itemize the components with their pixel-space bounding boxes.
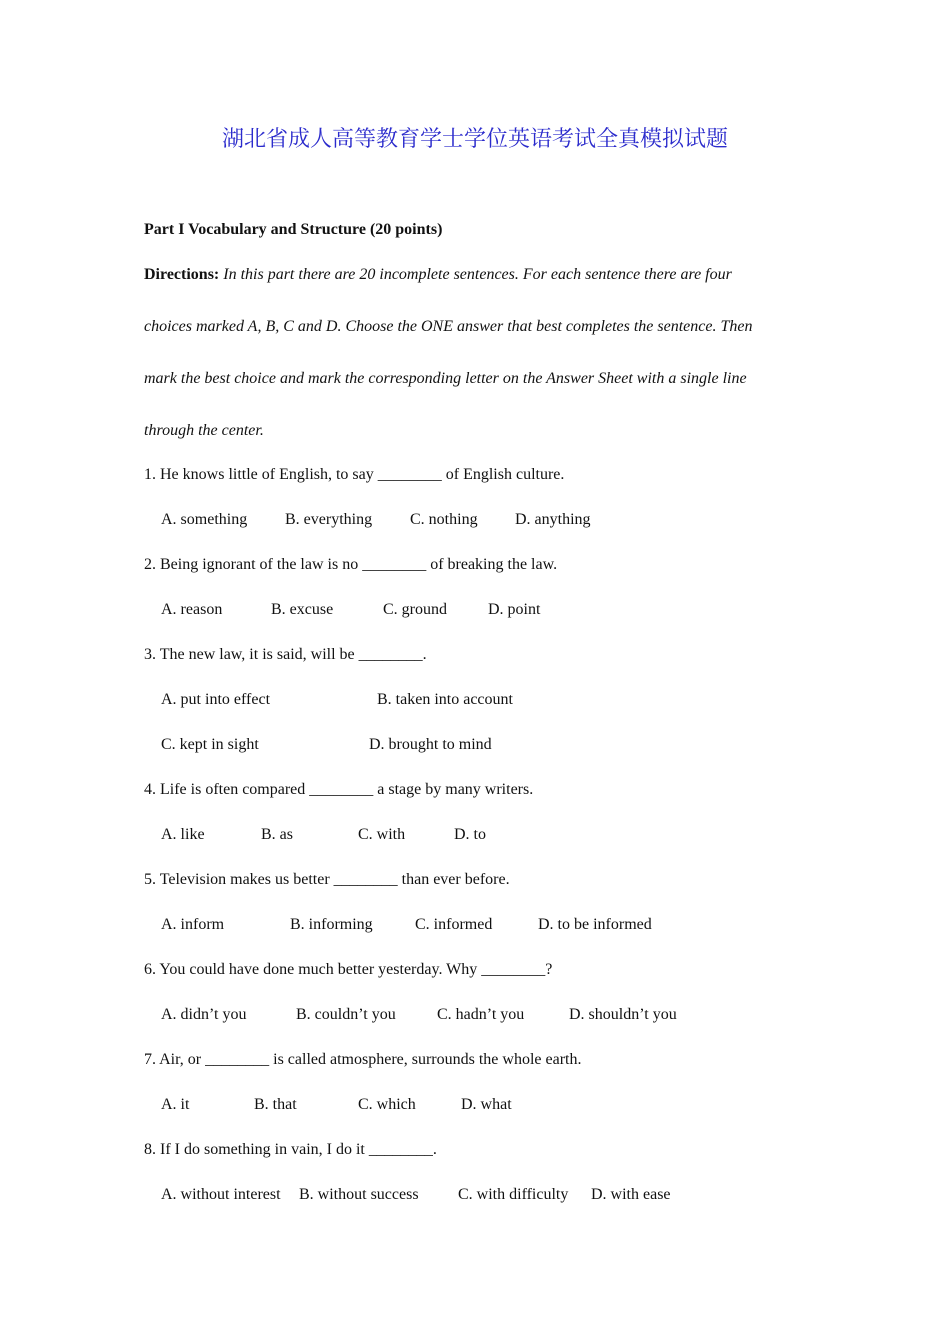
option-1a: A. something bbox=[161, 511, 248, 528]
option-2b: B. excuse bbox=[271, 601, 334, 618]
directions-text: In this part there are 20 incomplete sentences. For each sentence there are four bbox=[223, 266, 732, 283]
directions-line bbox=[144, 266, 732, 284]
option-4b: B. as bbox=[261, 826, 293, 843]
question-4: 4. Life is often compared ________ a stage by many writers. bbox=[144, 781, 534, 798]
option-6d: D. shouldn’t you bbox=[569, 1006, 677, 1023]
directions-label: Directions: bbox=[144, 266, 220, 283]
option-5c: C. informed bbox=[415, 916, 493, 933]
option-2c: C. ground bbox=[383, 601, 447, 618]
option-8b: B. without success bbox=[299, 1186, 419, 1203]
option-3a: A. put into effect bbox=[161, 691, 271, 708]
option-1c: C. nothing bbox=[410, 511, 478, 528]
option-6c: C. hadn’t you bbox=[437, 1006, 525, 1023]
option-8d: D. with ease bbox=[591, 1186, 671, 1203]
option-7d: D. what bbox=[461, 1096, 512, 1113]
option-4d: D. to bbox=[454, 826, 486, 843]
question-1: 1. He knows little of English, to say ________ of English culture. bbox=[144, 466, 565, 483]
option-5d: D. to be informed bbox=[538, 916, 652, 933]
option-4a: A. like bbox=[161, 826, 205, 843]
option-3b: B. taken into account bbox=[377, 691, 513, 708]
question-6: 6. You could have done much better yesterday. Why ________? bbox=[144, 961, 553, 978]
part-heading: Part I Vocabulary and Structure (20 points) bbox=[144, 221, 443, 238]
directions-line: mark the best choice and mark the corresponding letter on the Answer Sheet with a single line bbox=[144, 370, 747, 387]
document-title: 湖北省成人高等教育学士学位英语考试全真模拟试题 bbox=[221, 127, 728, 152]
option-6b: B. couldn’t you bbox=[296, 1006, 396, 1023]
directions-line: choices marked A, B, C and D. Choose the ONE answer that best completes the sentence. Then bbox=[144, 318, 753, 335]
option-7a: A. it bbox=[161, 1096, 190, 1113]
option-4c: C. with bbox=[358, 826, 406, 843]
option-5a: A. inform bbox=[161, 916, 225, 933]
option-5b: B. informing bbox=[290, 916, 373, 933]
option-7c: C. which bbox=[358, 1096, 416, 1113]
question-5: 5. Television makes us better ________ than ever before. bbox=[144, 871, 510, 888]
question-3: 3. The new law, it is said, will be ________. bbox=[144, 646, 427, 663]
directions-line: through the center. bbox=[144, 422, 264, 439]
option-2a: A. reason bbox=[161, 601, 223, 618]
option-3c: C. kept in sight bbox=[161, 736, 259, 753]
option-1b: B. everything bbox=[285, 511, 373, 528]
question-8: 8. If I do something in vain, I do it ________. bbox=[144, 1141, 437, 1158]
option-6a: A. didn’t you bbox=[161, 1006, 247, 1023]
option-2d: D. point bbox=[488, 601, 541, 618]
question-7: 7. Air, or ________ is called atmosphere, surrounds the whole earth. bbox=[144, 1051, 582, 1068]
option-3d: D. brought to mind bbox=[369, 736, 492, 753]
option-8a: A. without interest bbox=[161, 1186, 281, 1203]
question-2: 2. Being ignorant of the law is no ________ of breaking the law. bbox=[144, 556, 558, 573]
option-7b: B. that bbox=[254, 1096, 297, 1113]
option-8c: C. with difficulty bbox=[458, 1186, 569, 1203]
option-1d: D. anything bbox=[515, 511, 591, 528]
